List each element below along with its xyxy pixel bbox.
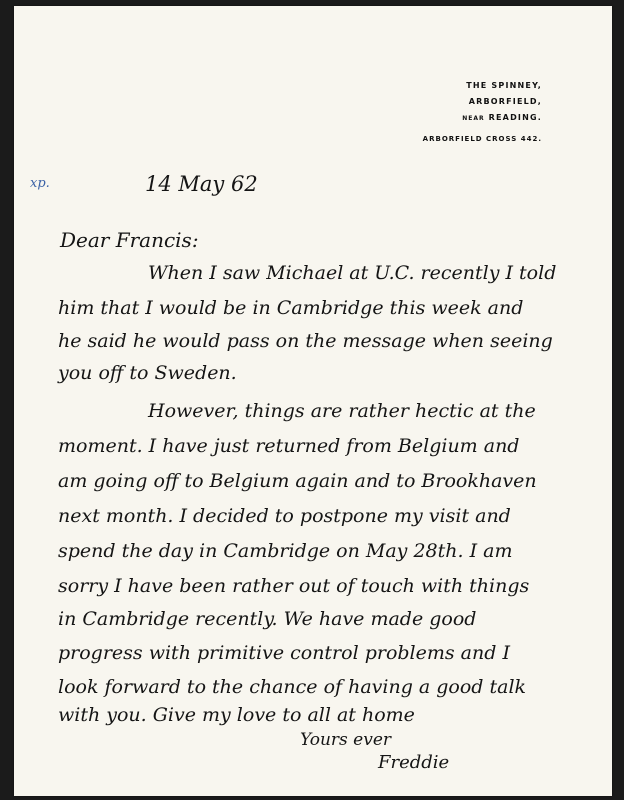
letterhead-city-line [423, 110, 542, 127]
letterhead [423, 78, 542, 147]
letterhead-telephone: ARBORFIELD CROSS 442. [422, 135, 542, 143]
letterhead-town: ARBORFIELD, [468, 97, 542, 106]
body-line-8: next month. I decided to postpone my visit and [58, 505, 511, 527]
letter-closing: Yours ever [300, 730, 392, 750]
body-line-11: in Cambridge recently. We have made good [58, 608, 477, 630]
letterhead-house: THE SPINNEY, [466, 81, 542, 90]
body-line-1: When I saw Michael at U.C. recently I told [148, 262, 557, 284]
letter-signature: Freddie [378, 752, 450, 773]
body-line-5: However, things are rather hectic at the [148, 400, 536, 422]
body-line-10: sorry I have been rather out of touch with things [58, 575, 530, 597]
body-line-9: spend the day in Cambridge on May 28th. I am [58, 540, 513, 562]
body-line-2: him that I would be in Cambridge this week and [58, 297, 524, 319]
letter-salutation: Dear Francis: [60, 228, 199, 252]
body-line-6: moment. I have just returned from Belgium and [58, 435, 520, 457]
body-line-14: with you. Give my love to all at home [58, 704, 415, 726]
letterhead-city: READING. [488, 113, 542, 122]
body-line-13: look forward to the chance of having a good talk [58, 676, 527, 698]
archive-annotation: xp. [30, 176, 50, 191]
letter-date: 14 May 62 [145, 172, 258, 196]
body-line-3: he said he would pass on the message when seeing [58, 330, 553, 352]
letterhead-near: NEAR [462, 115, 485, 122]
body-line-4: you off to Sweden. [58, 362, 237, 384]
body-line-7: am going off to Belgium again and to Brookhaven [58, 470, 537, 492]
body-line-12: progress with primitive control problems and I [58, 642, 510, 664]
